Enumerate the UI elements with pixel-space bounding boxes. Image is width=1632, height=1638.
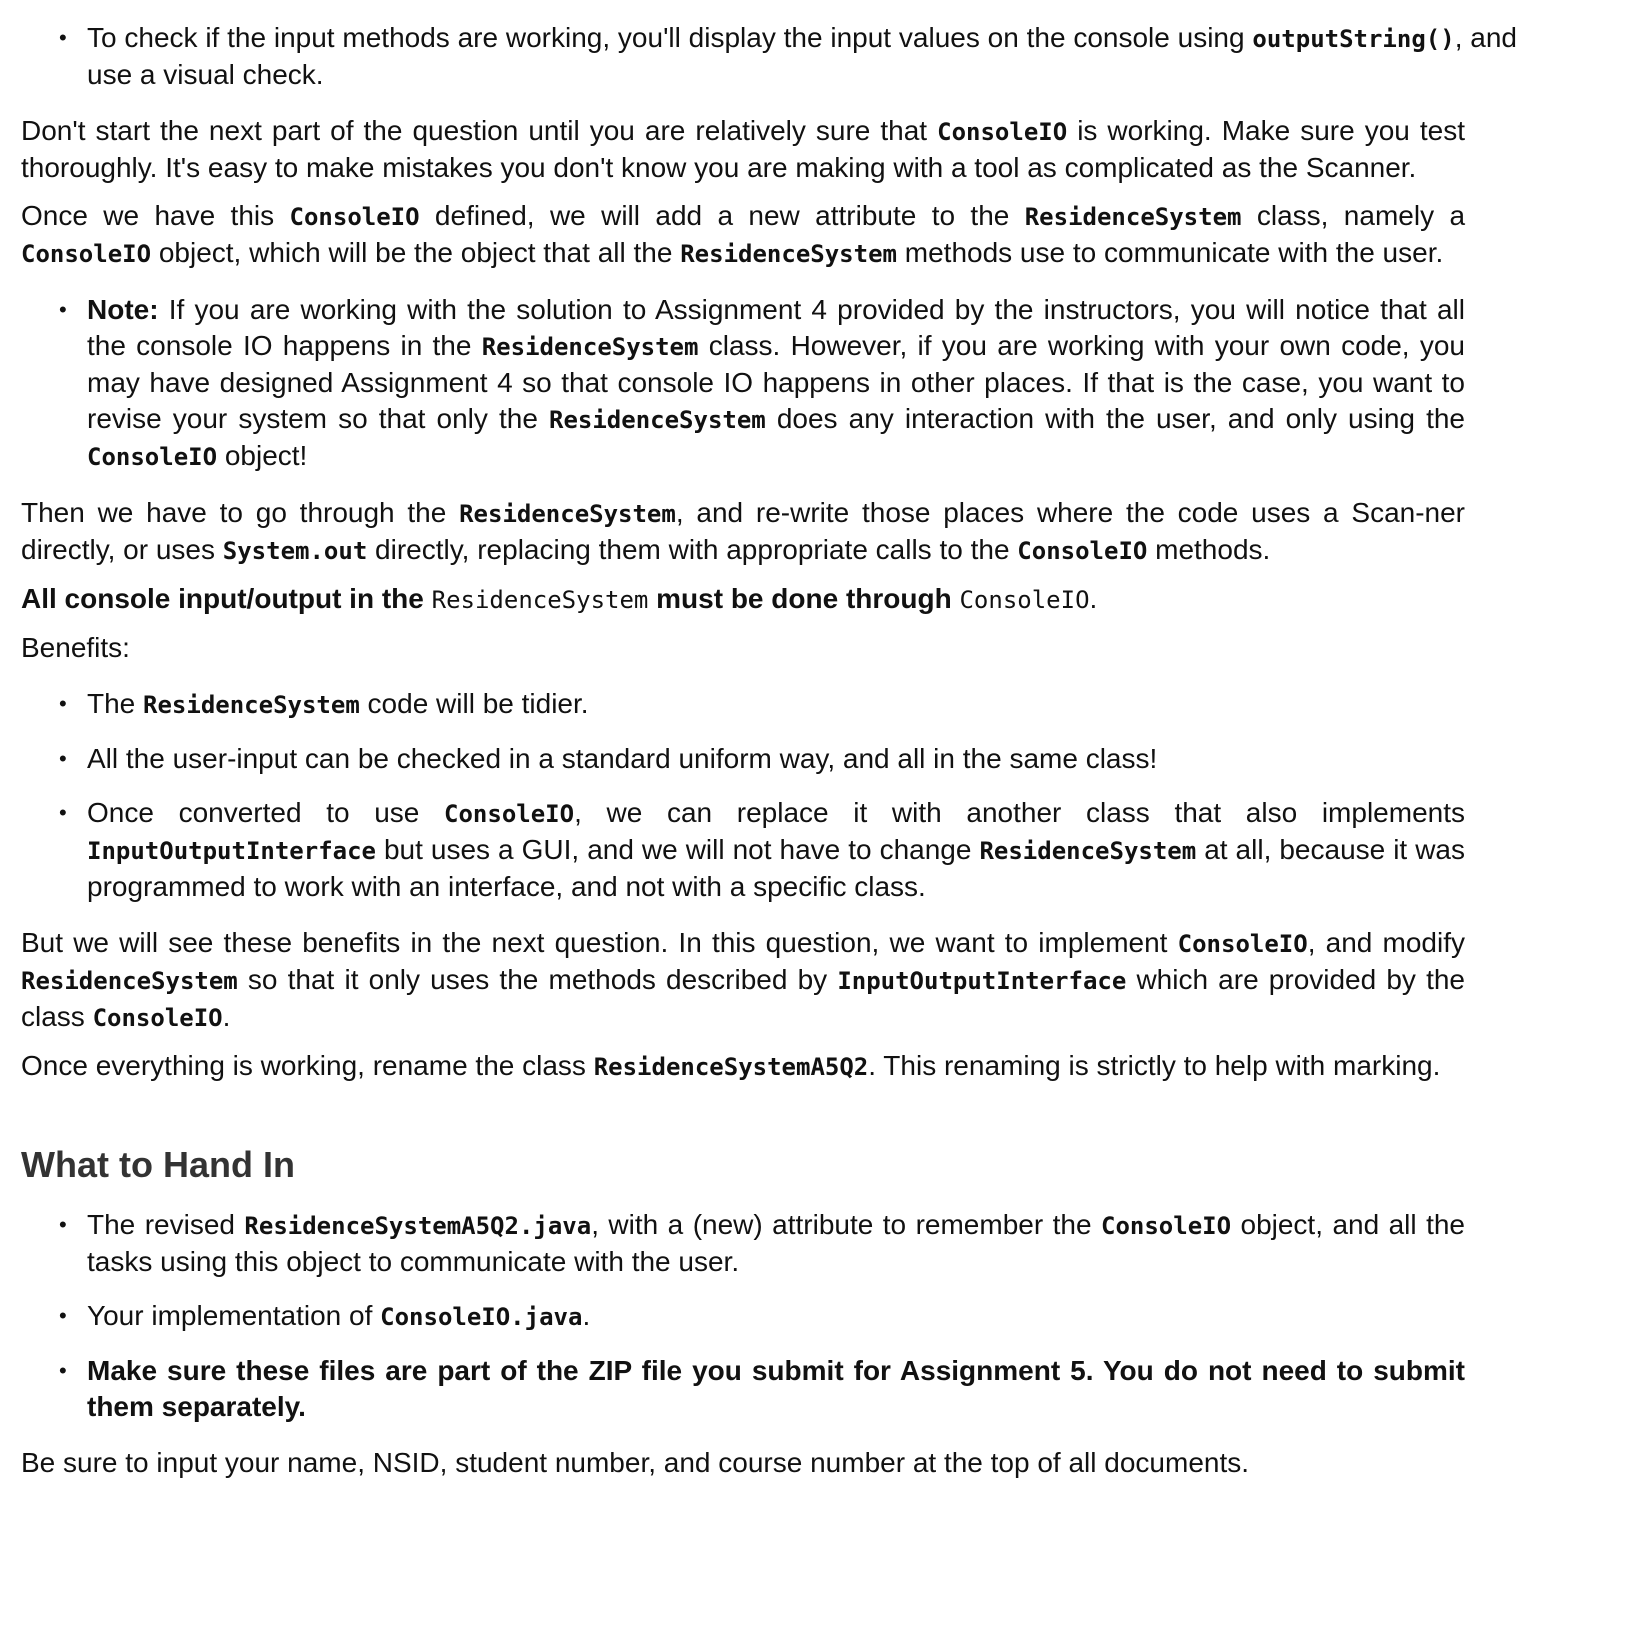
code-span: ResidenceSystem — [549, 406, 766, 434]
list-item: • Your implementation of ConsoleIO.java. — [21, 1298, 1465, 1335]
code-span: ResidenceSystem — [459, 500, 676, 528]
list-item: • The ResidenceSystem code will be tidier. — [21, 686, 1465, 723]
code-span: ConsoleIO — [92, 1004, 223, 1032]
closing-paragraph: Be sure to input your name, NSID, student number, and course number at the top of all documents. — [21, 1447, 1250, 1478]
code-span: ResidenceSystem — [143, 691, 360, 719]
code-span: ConsoleIO — [959, 586, 1090, 614]
code-span: ConsoleIO — [87, 443, 218, 471]
benefits-label: Benefits: — [21, 632, 130, 663]
list-item: • The revised ResidenceSystemA5Q2.java, with a (new) attribute to remember the ConsoleIO object, and all the tasks using this object to communicate with the user. — [21, 1207, 1465, 1280]
code-span: ResidenceSystem — [979, 837, 1197, 865]
code-span: ResidenceSystemA5Q2 — [593, 1053, 869, 1081]
code-span: ConsoleIO — [21, 240, 152, 268]
list-item: • Once converted to use ConsoleIO, we can replace it with another class that also implements InputOutputInterface but uses a GUI, and we will not have to change ResidenceSystem at all, because it was programmed to work with an interface, and not with a specific class. — [21, 795, 1465, 905]
code-span: ResidenceSystem — [1024, 203, 1242, 231]
note-label: Note: — [87, 294, 159, 325]
benefits-list — [21, 686, 1465, 905]
rule-statement: All console input/output in the ResidenceSystem must be done through ConsoleIO. — [21, 583, 1098, 614]
paragraph: Once we have this ConsoleIO defined, we will add a new attribute to the ResidenceSystem class, namely a ConsoleIO object, which will be the object that all the ResidenceSystem methods use to communicate with the user. — [21, 200, 1466, 268]
code-span: ConsoleIO — [1177, 930, 1308, 958]
code-span: InputOutputInterface — [837, 967, 1127, 995]
code-span: ResidenceSystem — [431, 586, 649, 614]
code-span: outputString() — [1252, 25, 1455, 53]
code-span: System.out — [222, 537, 368, 565]
code-span: InputOutputInterface — [87, 837, 376, 865]
paragraph: Then we have to go through the ResidenceSystem, and re-write those places where the code uses a Scan-ner directly, or uses System.out directly, replacing them with appropriate calls to the ConsoleIO methods. — [21, 497, 1466, 565]
code-span: ConsoleIO — [289, 203, 420, 231]
document-page — [21, 20, 1517, 1481]
code-span: ConsoleIO.java — [380, 1303, 583, 1331]
code-span: ConsoleIO — [1017, 537, 1148, 565]
code-span: ConsoleIO — [444, 800, 575, 828]
section-heading: What to Hand In — [21, 1144, 295, 1185]
code-span: ConsoleIO — [1101, 1212, 1232, 1240]
code-span: ResidenceSystem — [21, 967, 238, 995]
code-span: ConsoleIO — [937, 118, 1068, 146]
intro-list — [21, 20, 1517, 93]
list-item: • Make sure these files are part of the ZIP file you submit for Assignment 5. You do not need to submit them separately. — [21, 1353, 1465, 1425]
list-item: • All the user-input can be checked in a standard uniform way, and all in the same class! — [21, 741, 1465, 777]
code-span: ResidenceSystem — [481, 333, 699, 361]
note-item: • Note: If you are working with the solution to Assignment 4 provided by the instructors, you will notice that all the console IO happens in the ResidenceSystem class. However, if you are working with your own code, you may have designed Assignment 4 so that console IO happens in other places. If that is the case, you want to revise your system so that only the ResidenceSystem does any interaction with the user, and only using the ConsoleIO object! — [21, 292, 1465, 475]
paragraph: But we will see these benefits in the next question. In this question, we want to implement ConsoleIO, and modify ResidenceSystem so that it only uses the methods described by InputOutputInterface which are provided by the class ConsoleIO. — [21, 927, 1465, 1032]
code-span: ResidenceSystemA5Q2.java — [244, 1212, 592, 1240]
paragraph: Once everything is working, rename the class ResidenceSystemA5Q2. This renaming is strictly to help with marking. — [21, 1050, 1441, 1081]
note-list — [21, 292, 1465, 475]
handin-list — [21, 1207, 1465, 1425]
code-span: ResidenceSystem — [680, 240, 897, 268]
list-item: • To check if the input methods are working, you'll display the input values on the console using outputString(), and use a visual check. — [21, 20, 1517, 93]
paragraph: Don't start the next part of the question until you are relatively sure that ConsoleIO is working. Make sure you test thoroughly. It's easy to make mistakes you don't know you are making with a tool as complicated as the Scanner. — [21, 115, 1465, 183]
